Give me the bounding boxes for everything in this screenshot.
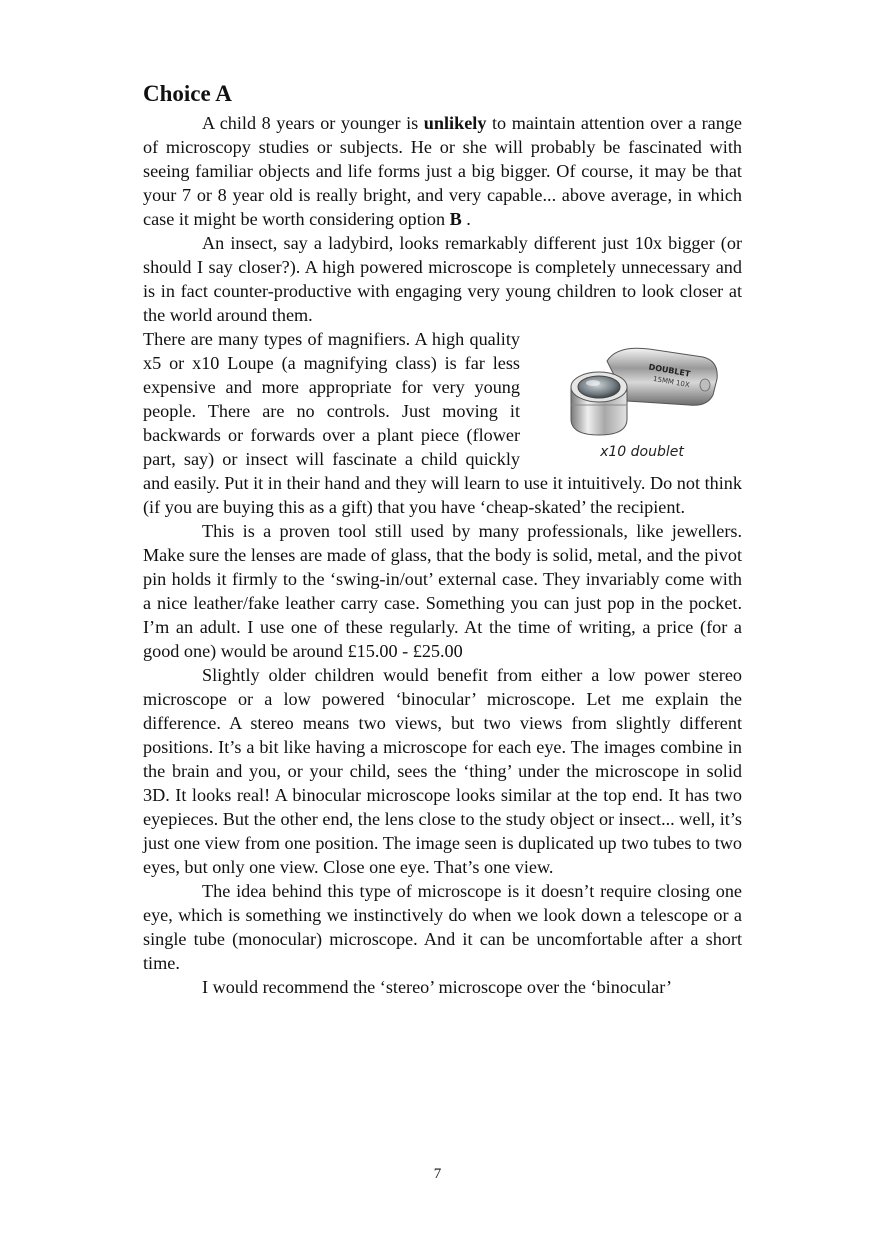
- section-heading: Choice A: [143, 81, 232, 106]
- paragraph-1: [143, 111, 742, 231]
- loupe-engraving-line2: 15MM 10X: [652, 374, 691, 390]
- page-content: [143, 79, 742, 999]
- paragraph-2: An insect, say a ladybird, looks remarkably different just 10x bigger (or should I say closer?). A high powered microscope is completely unnecessary and is in fact counter-productive with engaging very young children to look closer at the world around them.: [143, 233, 742, 325]
- loupe-figure: [542, 339, 742, 461]
- p1-text-start: A child 8 years or younger is: [202, 113, 424, 133]
- loupe-magnifier-image: [557, 339, 727, 441]
- p1-emphasis: unlikely: [423, 113, 487, 133]
- p1-option-label: B: [449, 209, 462, 229]
- p1-text-end: .: [461, 209, 471, 229]
- figure-caption: x10 doublet: [600, 444, 684, 460]
- paragraph-3: There are many types of magnifiers. A high quality x5 or x10 Loupe (a magnifying class) is far less expensive and more appropriate for very young people. There are no controls. Just moving it backwards or forwards over a plant piece (flower part, say) or insect will fascinate a child quickly and easily. Put it in their hand and they will learn to use it intuitively. Do not think (if you are buying this as a gift) that you have ‘cheap-skated’ the recipient.: [143, 329, 742, 517]
- page-number: 7: [433, 1166, 442, 1182]
- paragraph-6: The idea behind this type of microscope is it doesn’t require closing one eye, which is something we instinctively do when we look down a telescope or a single tube (monocular) microscope. And it can be uncomfortable after a short time.: [143, 881, 742, 973]
- paragraph-5: Slightly older children would benefit from either a low power stereo microscope or a low powered ‘binocular’ microscope. Let me explain the difference. A stereo means two views, but two views from slightly different positions. It’s a bit like having a microscope for each eye. The images combine in the brain and you, or your child, sees the ‘thing’ under the microscope in solid 3D. It looks real! A binocular microscope looks similar at the top end. It has two eyepieces. But the other end, the lens close to the study object or insect... well, it’s just one view from one position. The image seen is duplicated up two tubes to two eyes, but only one view. Close one eye. That’s one view.: [143, 665, 742, 877]
- paragraph-7: I would recommend the ‘stereo’ microscope over the ‘binocular’: [202, 977, 672, 997]
- paragraph-4: This is a proven tool still used by many professionals, like jewellers. Make sure the lenses are made of glass, that the body is solid, metal, and the pivot pin holds it firmly to the ‘swing-in/out’ external case. They invariably come with a nice leather/fake leather carry case. Something you can just pop in the pocket. I’m an adult. I use one of these regularly. At the time of writing, a price (for a good one) would be around £15.00 - £25.00: [143, 521, 742, 661]
- p1-text-middle: to maintain attention over a range of microscopy studies or subjects. He or she will probably be fascinated with seeing familiar objects and life forms just a big bigger. Of course, it may be that your 7 or 8 year old is really bright, and very capable... above average, in which case it might be worth considering option: [143, 113, 742, 229]
- loupe-engraving-line1: DOUBLET: [647, 362, 691, 379]
